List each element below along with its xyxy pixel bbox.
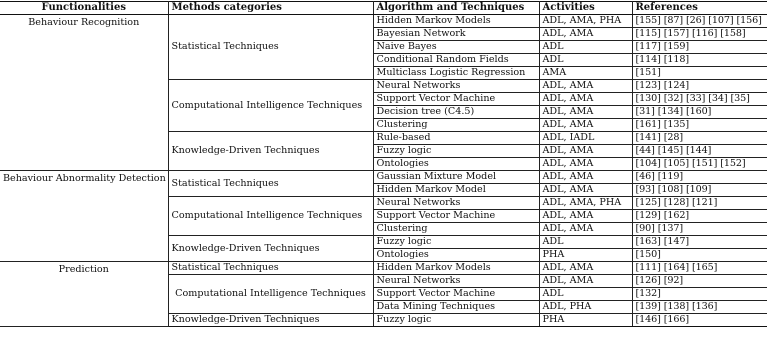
activities-cell: ADL, AMA: [539, 184, 632, 197]
activities-cell: ADL, AMA: [539, 93, 632, 106]
header-methods: Methods categories: [168, 2, 373, 15]
activities-cell: ADL, AMA: [539, 80, 632, 93]
techniques-table: [0, 1, 767, 327]
method-category-cell: Computational Intelligence Techniques: [168, 80, 373, 132]
algorithm-cell: Naive Bayes: [373, 41, 539, 54]
activities-cell: ADL: [539, 41, 632, 54]
method-category-cell: Computational Intelligence Techniques: [168, 197, 373, 236]
algorithm-cell: Fuzzy logic: [373, 236, 539, 249]
method-category-cell: Computational Intelligence Techniques: [168, 275, 373, 314]
activities-cell: ADL, AMA: [539, 119, 632, 132]
activities-cell: ADL, IADL: [539, 132, 632, 145]
references-cell: [93] [108] [109]: [632, 184, 767, 197]
activities-cell: ADL, AMA: [539, 106, 632, 119]
activities-cell: AMA: [539, 67, 632, 80]
references-cell: [130] [32] [33] [34] [35]: [632, 93, 767, 106]
activities-cell: ADL, AMA, PHA: [539, 197, 632, 210]
algorithm-cell: Fuzzy logic: [373, 145, 539, 158]
algorithm-cell: Ontologies: [373, 158, 539, 171]
algorithm-cell: Hidden Markov Models: [373, 15, 539, 28]
references-cell: [115] [157] [116] [158]: [632, 28, 767, 41]
references-cell: [139] [138] [136]: [632, 301, 767, 314]
header-activities: Activities: [539, 2, 632, 15]
table-row: [0, 15, 767, 28]
method-category-cell: Statistical Techniques: [168, 15, 373, 80]
algorithm-cell: Ontologies: [373, 249, 539, 262]
table-row: [0, 262, 767, 275]
functionality-cell: Behaviour Recognition: [0, 15, 168, 171]
activities-cell: ADL, AMA: [539, 275, 632, 288]
activities-cell: PHA: [539, 249, 632, 262]
algorithm-cell: Data Mining Techniques: [373, 301, 539, 314]
header-row: [0, 2, 767, 15]
algorithm-cell: Neural Networks: [373, 197, 539, 210]
activities-cell: ADL, AMA: [539, 262, 632, 275]
references-cell: [155] [87] [26] [107] [156]: [632, 15, 767, 28]
algorithm-cell: Support Vector Machine: [373, 93, 539, 106]
references-cell: [161] [135]: [632, 119, 767, 132]
activities-cell: ADL, AMA, PHA: [539, 15, 632, 28]
functionality-cell: Behaviour Abnormality Detection: [0, 171, 168, 262]
algorithm-cell: Decision tree (C4.5): [373, 106, 539, 119]
method-category-cell: Knowledge-Driven Techniques: [168, 132, 373, 171]
algorithm-cell: Hidden Markov Models: [373, 262, 539, 275]
references-cell: [150]: [632, 249, 767, 262]
algorithm-cell: Clustering: [373, 223, 539, 236]
algorithm-cell: Multiclass Logistic Regression: [373, 67, 539, 80]
activities-cell: ADL, AMA: [539, 28, 632, 41]
algorithm-cell: Support Vector Machine: [373, 288, 539, 301]
table-body: [0, 15, 767, 327]
references-cell: [125] [128] [121]: [632, 197, 767, 210]
algorithm-cell: Fuzzy logic: [373, 314, 539, 327]
method-category-cell: Statistical Techniques: [168, 262, 373, 275]
algorithm-cell: Gaussian Mixture Model: [373, 171, 539, 184]
references-cell: [104] [105] [151] [152]: [632, 158, 767, 171]
references-cell: [129] [162]: [632, 210, 767, 223]
references-cell: [44] [145] [144]: [632, 145, 767, 158]
activities-cell: ADL: [539, 288, 632, 301]
table-row: [0, 171, 767, 184]
activities-cell: ADL, AMA: [539, 210, 632, 223]
references-cell: [114] [118]: [632, 54, 767, 67]
method-category-cell: Statistical Techniques: [168, 171, 373, 197]
references-cell: [141] [28]: [632, 132, 767, 145]
references-cell: [126] [92]: [632, 275, 767, 288]
algorithm-cell: Bayesian Network: [373, 28, 539, 41]
algorithm-cell: Conditional Random Fields: [373, 54, 539, 67]
method-category-cell: Knowledge-Driven Techniques: [168, 314, 373, 327]
activities-cell: ADL: [539, 54, 632, 67]
activities-cell: ADL, AMA: [539, 145, 632, 158]
method-category-cell: Knowledge-Driven Techniques: [168, 236, 373, 262]
activities-cell: ADL, PHA: [539, 301, 632, 314]
algorithm-cell: Neural Networks: [373, 80, 539, 93]
activities-cell: PHA: [539, 314, 632, 327]
activities-cell: ADL, AMA: [539, 171, 632, 184]
references-cell: [132]: [632, 288, 767, 301]
algorithm-cell: Rule-based: [373, 132, 539, 145]
references-cell: [151]: [632, 67, 767, 80]
header-algorithms: Algorithm and Techniques: [373, 2, 539, 15]
functionality-cell: Prediction: [0, 262, 168, 327]
references-cell: [46] [119]: [632, 171, 767, 184]
references-cell: [90] [137]: [632, 223, 767, 236]
header-functionalities: Functionalities: [0, 2, 168, 15]
references-cell: [117] [159]: [632, 41, 767, 54]
references-cell: [146] [166]: [632, 314, 767, 327]
references-cell: [163] [147]: [632, 236, 767, 249]
algorithm-cell: Support Vector Machine: [373, 210, 539, 223]
activities-cell: ADL: [539, 236, 632, 249]
algorithm-cell: Clustering: [373, 119, 539, 132]
activities-cell: ADL, AMA: [539, 158, 632, 171]
algorithm-cell: Neural Networks: [373, 275, 539, 288]
activities-cell: ADL, AMA: [539, 223, 632, 236]
algorithm-cell: Hidden Markov Model: [373, 184, 539, 197]
references-cell: [123] [124]: [632, 80, 767, 93]
references-cell: [31] [134] [160]: [632, 106, 767, 119]
references-cell: [111] [164] [165]: [632, 262, 767, 275]
header-references: References: [632, 2, 767, 15]
